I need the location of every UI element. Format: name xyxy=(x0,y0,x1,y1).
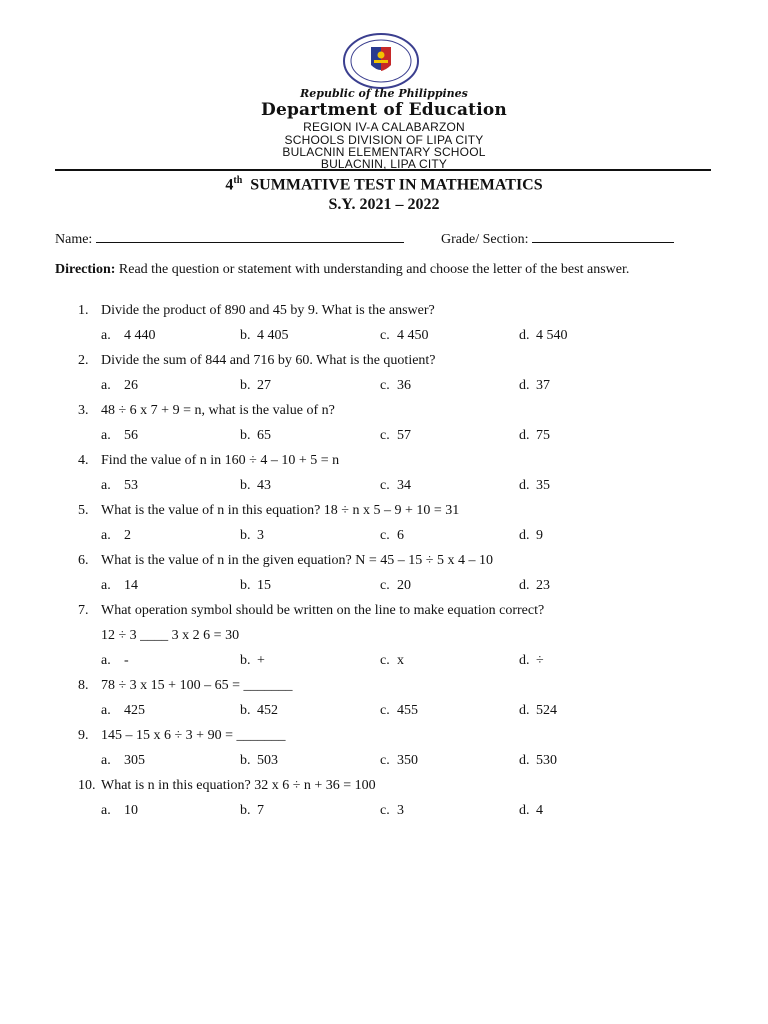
option-value: 35 xyxy=(536,478,550,493)
option-letter: d. xyxy=(519,803,530,818)
region-label: REGION IV-A CALABARZON xyxy=(303,120,465,134)
option-value: 56 xyxy=(124,428,138,443)
option-value: 37 xyxy=(536,378,550,393)
option-value: 36 xyxy=(397,378,411,393)
answer-option[interactable] xyxy=(380,528,404,544)
question-number: 1. xyxy=(78,303,89,318)
answer-option[interactable] xyxy=(519,803,543,819)
option-letter: c. xyxy=(380,428,390,443)
option-value: 2 xyxy=(124,528,131,543)
option-letter: a. xyxy=(101,578,111,593)
option-letter: d. xyxy=(519,703,530,718)
name-field[interactable] xyxy=(55,229,404,248)
question xyxy=(78,603,544,619)
question xyxy=(78,678,292,694)
answer-option[interactable] xyxy=(519,428,550,444)
answer-option[interactable] xyxy=(380,328,429,344)
option-letter: c. xyxy=(380,478,390,493)
answer-option[interactable] xyxy=(519,478,550,494)
answer-option[interactable] xyxy=(380,803,404,819)
question xyxy=(78,453,339,469)
school-label: BULACNIN ELEMENTARY SCHOOL xyxy=(282,145,486,159)
option-value: - xyxy=(124,653,129,668)
question-number: 8. xyxy=(78,678,89,693)
answer-option[interactable] xyxy=(101,478,138,494)
option-letter: c. xyxy=(380,378,390,393)
option-value: 53 xyxy=(124,478,138,493)
option-letter: a. xyxy=(101,378,111,393)
answer-option[interactable] xyxy=(240,653,265,669)
answer-option[interactable] xyxy=(101,428,138,444)
option-value: 4 405 xyxy=(257,328,289,343)
answer-option[interactable] xyxy=(101,328,156,344)
option-letter: b. xyxy=(240,703,251,718)
grade-section-field[interactable] xyxy=(441,229,674,248)
option-letter: b. xyxy=(240,653,251,668)
question-number: 3. xyxy=(78,403,89,418)
option-value: 10 xyxy=(124,803,138,818)
question-text: What operation symbol should be written on the line to make equation correct? xyxy=(101,603,545,618)
answer-option[interactable] xyxy=(101,528,131,544)
option-value: 34 xyxy=(397,478,411,493)
option-letter: d. xyxy=(519,753,530,768)
option-letter: d. xyxy=(519,478,530,493)
option-value: 57 xyxy=(397,428,411,443)
option-letter: a. xyxy=(101,478,111,493)
option-value: 75 xyxy=(536,428,550,443)
answer-option[interactable] xyxy=(240,578,271,594)
option-value: 305 xyxy=(124,753,145,768)
option-value: 524 xyxy=(536,703,557,718)
option-value: 23 xyxy=(536,578,550,593)
option-letter: c. xyxy=(380,578,390,593)
question xyxy=(78,403,335,419)
answer-option[interactable] xyxy=(240,478,271,494)
option-value: 15 xyxy=(257,578,271,593)
option-letter: a. xyxy=(101,428,111,443)
option-letter: d. xyxy=(519,328,530,343)
deped-seal-logo xyxy=(341,33,421,89)
question-text: What is n in this equation? 32 x 6 ÷ n + 36 = 100 xyxy=(101,778,376,793)
name-blank[interactable] xyxy=(96,229,404,243)
option-value: 503 xyxy=(257,753,278,768)
answer-option[interactable] xyxy=(240,428,271,444)
option-letter: c. xyxy=(380,753,390,768)
option-value: + xyxy=(257,653,265,668)
answer-option[interactable] xyxy=(240,703,278,719)
answer-option[interactable] xyxy=(380,378,411,394)
question-number: 2. xyxy=(78,353,89,368)
grade-section-label: Grade/ Section: xyxy=(441,232,529,247)
option-letter: a. xyxy=(101,803,111,818)
option-letter: b. xyxy=(240,578,251,593)
option-value: 26 xyxy=(124,378,138,393)
option-letter: b. xyxy=(240,328,251,343)
option-value: 4 450 xyxy=(397,328,429,343)
answer-option[interactable] xyxy=(519,753,557,769)
answer-option[interactable] xyxy=(519,528,543,544)
direction-label: Direction: xyxy=(55,262,116,277)
option-value: 3 xyxy=(397,803,404,818)
republic-label: Republic of the Philippines xyxy=(300,87,468,100)
answer-option[interactable] xyxy=(519,653,544,669)
question-equation: 12 ÷ 3 ____ 3 x 2 6 = 30 xyxy=(101,628,240,643)
option-letter: c. xyxy=(380,328,390,343)
option-value: 455 xyxy=(397,703,418,718)
option-value: 20 xyxy=(397,578,411,593)
answer-option[interactable] xyxy=(240,528,264,544)
answer-option[interactable] xyxy=(240,378,271,394)
option-value: 9 xyxy=(536,528,543,543)
option-letter: d. xyxy=(519,653,530,668)
question-number: 10. xyxy=(78,778,96,793)
option-letter: a. xyxy=(101,753,111,768)
question-number: 6. xyxy=(78,553,89,568)
question-number: 4. xyxy=(78,453,89,468)
option-letter: d. xyxy=(519,428,530,443)
name-label: Name: xyxy=(55,232,93,247)
option-letter: b. xyxy=(240,428,251,443)
division-label: SCHOOLS DIVISION OF LIPA CITY xyxy=(284,133,484,147)
option-value: 4 540 xyxy=(536,328,568,343)
answer-option[interactable] xyxy=(380,428,411,444)
option-value: 7 xyxy=(257,803,264,818)
answer-option[interactable] xyxy=(240,803,264,819)
option-value: 425 xyxy=(124,703,145,718)
question-text: 78 ÷ 3 x 15 + 100 – 65 = _______ xyxy=(101,678,293,693)
direction-text: Read the question or statement with understanding and choose the letter of the best answer. xyxy=(118,262,630,277)
test-title: 4th SUMMATIVE TEST IN MATHEMATICS xyxy=(225,175,543,194)
answer-option[interactable] xyxy=(519,578,550,594)
question xyxy=(78,503,459,519)
option-value: ÷ xyxy=(536,653,544,668)
option-letter: d. xyxy=(519,528,530,543)
option-value: 43 xyxy=(257,478,271,493)
answer-option[interactable] xyxy=(519,378,550,394)
option-letter: a. xyxy=(101,528,111,543)
option-letter: b. xyxy=(240,478,251,493)
question-number: 5. xyxy=(78,503,89,518)
option-letter: c. xyxy=(380,653,390,668)
school-year: S.Y. 2021 – 2022 xyxy=(328,196,440,213)
department-label: Department of Education xyxy=(261,100,507,120)
question xyxy=(78,303,435,319)
option-letter: d. xyxy=(519,578,530,593)
answer-option[interactable] xyxy=(101,578,138,594)
question-number: 7. xyxy=(78,603,89,618)
option-letter: c. xyxy=(380,528,390,543)
direction xyxy=(55,262,629,278)
option-letter: a. xyxy=(101,703,111,718)
question-text: 145 – 15 x 6 ÷ 3 + 90 = _______ xyxy=(101,728,286,743)
option-value: 27 xyxy=(257,378,271,393)
answer-option[interactable] xyxy=(101,378,138,394)
option-value: 4 440 xyxy=(124,328,156,343)
option-value: 530 xyxy=(536,753,557,768)
option-letter: b. xyxy=(240,528,251,543)
answer-option[interactable] xyxy=(101,703,145,719)
answer-option[interactable] xyxy=(519,328,568,344)
option-letter: c. xyxy=(380,803,390,818)
answer-option[interactable] xyxy=(380,753,418,769)
option-value: x xyxy=(397,653,404,668)
answer-option[interactable] xyxy=(240,328,289,344)
option-letter: a. xyxy=(101,653,111,668)
question xyxy=(78,353,436,369)
question xyxy=(78,553,493,569)
option-letter: b. xyxy=(240,378,251,393)
question xyxy=(78,778,376,794)
answer-option[interactable] xyxy=(380,478,411,494)
option-value: 4 xyxy=(536,803,543,818)
answer-option[interactable] xyxy=(101,753,145,769)
grade-section-blank[interactable] xyxy=(532,229,674,243)
question-text: What is the value of n in this equation? 18 ÷ n x 5 – 9 + 10 = 31 xyxy=(101,503,460,518)
answer-option[interactable] xyxy=(101,653,129,669)
option-letter: c. xyxy=(380,703,390,718)
option-value: 3 xyxy=(257,528,264,543)
question-text: What is the value of n in the given equation? N = 45 – 15 ÷ 5 x 4 – 10 xyxy=(101,553,493,568)
answer-option[interactable] xyxy=(101,803,138,819)
answer-option[interactable] xyxy=(380,653,404,669)
address-label: BULACNIN, LIPA CITY xyxy=(320,157,448,171)
header-divider xyxy=(55,169,711,171)
option-letter: b. xyxy=(240,753,251,768)
option-letter: d. xyxy=(519,378,530,393)
question-text: Find the value of n in 160 ÷ 4 – 10 + 5 = n xyxy=(101,453,340,468)
question xyxy=(78,728,285,744)
answer-option[interactable] xyxy=(380,703,418,719)
option-value: 6 xyxy=(397,528,404,543)
question-number: 9. xyxy=(78,728,89,743)
option-value: 452 xyxy=(257,703,278,718)
question-text: Divide the product of 890 and 45 by 9. What is the answer? xyxy=(101,303,435,318)
answer-option[interactable] xyxy=(380,578,411,594)
option-value: 65 xyxy=(257,428,271,443)
question-text: 48 ÷ 6 x 7 + 9 = n, what is the value of n? xyxy=(101,403,335,418)
option-letter: a. xyxy=(101,328,111,343)
answer-option[interactable] xyxy=(240,753,278,769)
option-value: 14 xyxy=(124,578,138,593)
question-text: Divide the sum of 844 and 716 by 60. What is the quotient? xyxy=(101,353,436,368)
option-value: 350 xyxy=(397,753,418,768)
answer-option[interactable] xyxy=(519,703,557,719)
option-letter: b. xyxy=(240,803,251,818)
